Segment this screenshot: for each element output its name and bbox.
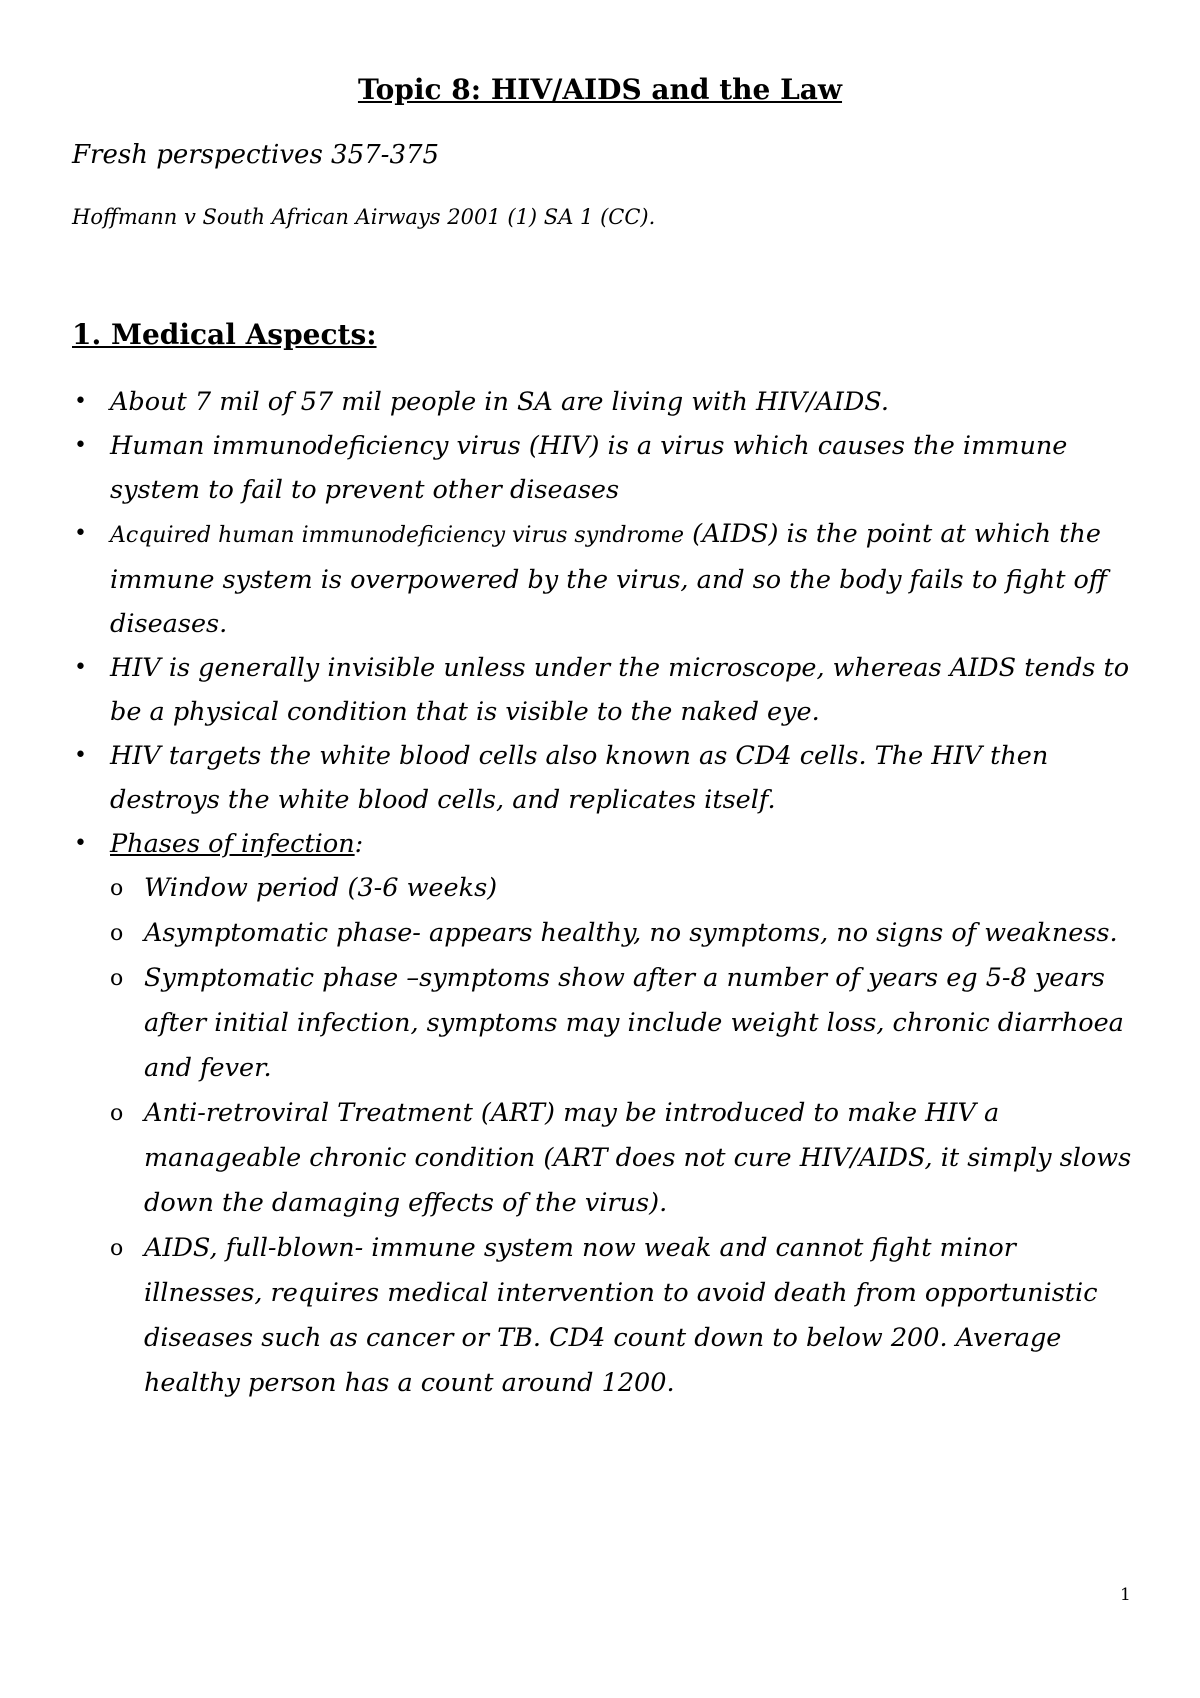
sub-list-item	[110, 911, 1142, 956]
sub-list-item	[110, 1091, 1142, 1226]
list-item	[72, 380, 1142, 424]
reference-textbook: Fresh perspectives 357-375	[72, 140, 440, 170]
bullet-text: Human immunodeficiency virus (HIV) is a virus which causes the immune system to fail to prevent other diseases	[110, 431, 1068, 505]
phase-text: Window period (3-6 weeks)	[144, 873, 498, 903]
list-item	[72, 424, 1142, 512]
bullet-marker: •	[74, 655, 87, 680]
sub-bullet-marker: o	[110, 876, 124, 901]
bullet-marker: •	[74, 743, 87, 768]
document-title: Topic 8: HIV/AIDS and the Law	[357, 73, 843, 106]
bullet-marker: •	[74, 389, 87, 414]
section-heading-medical-aspects: 1. Medical Aspects:	[72, 318, 377, 351]
bullet-list	[72, 380, 1142, 1406]
bullet-lead-text: Acquired human immunodeficiency virus syndrome	[110, 523, 685, 548]
phases-label: Phases of infection	[110, 829, 355, 859]
phases-label-colon: :	[354, 829, 364, 859]
phase-text: Asymptomatic phase- appears healthy, no symptoms, no signs of weakness.	[144, 918, 1118, 948]
bullet-text: (AIDS) is the point at which the immune system is overpowered by the virus, and so the body fails to fight off diseases.	[110, 519, 1107, 639]
list-item	[72, 734, 1142, 822]
bullet-text: HIV targets the white blood cells also known as CD4 cells. The HIV then destroys the white blood cells, and replicates itself.	[110, 741, 1049, 815]
phases-sublist	[110, 866, 1142, 1406]
bullet-marker: •	[74, 521, 87, 546]
bullet-marker: •	[74, 433, 87, 458]
page-number: 1	[1120, 1585, 1131, 1605]
sub-list-item	[110, 1226, 1142, 1406]
list-item-phases	[72, 822, 1142, 1406]
phase-text: AIDS, full-blown- immune system now weak and cannot fight minor illnesses, requires medical intervention to avoid death from opportunistic diseases such as cancer or TB. CD4 count down to below 200. Average healthy person has a count around 1200.	[144, 1233, 1098, 1398]
medical-aspects-list	[72, 380, 1142, 1406]
sub-bullet-marker: o	[110, 1101, 124, 1126]
phase-text: Symptomatic phase –symptoms show after a number of years eg 5-8 years after initial infection, symptoms may include weight loss, chronic diarrhoea and fever.	[144, 963, 1124, 1083]
bullet-marker: •	[74, 831, 87, 856]
bullet-text: About 7 mil of 57 mil people in SA are living with HIV/AIDS.	[110, 387, 889, 417]
sub-bullet-marker: o	[110, 1236, 124, 1261]
sub-list-item	[110, 866, 1142, 911]
list-item	[72, 646, 1142, 734]
sub-list-item	[110, 956, 1142, 1091]
sub-bullet-marker: o	[110, 921, 124, 946]
reference-case: Hoffmann v South African Airways 2001 (1) SA 1 (CC).	[72, 205, 656, 229]
sub-bullet-marker: o	[110, 966, 124, 991]
bullet-text: HIV is generally invisible unless under the microscope, whereas AIDS tends to be a physical condition that is visible to the naked eye.	[110, 653, 1130, 727]
phase-text: Anti-retroviral Treatment (ART) may be introduced to make HIV a manageable chronic condition (ART does not cure HIV/AIDS, it simply slows down the damaging effects of the virus).	[144, 1098, 1132, 1218]
list-item	[72, 512, 1142, 646]
